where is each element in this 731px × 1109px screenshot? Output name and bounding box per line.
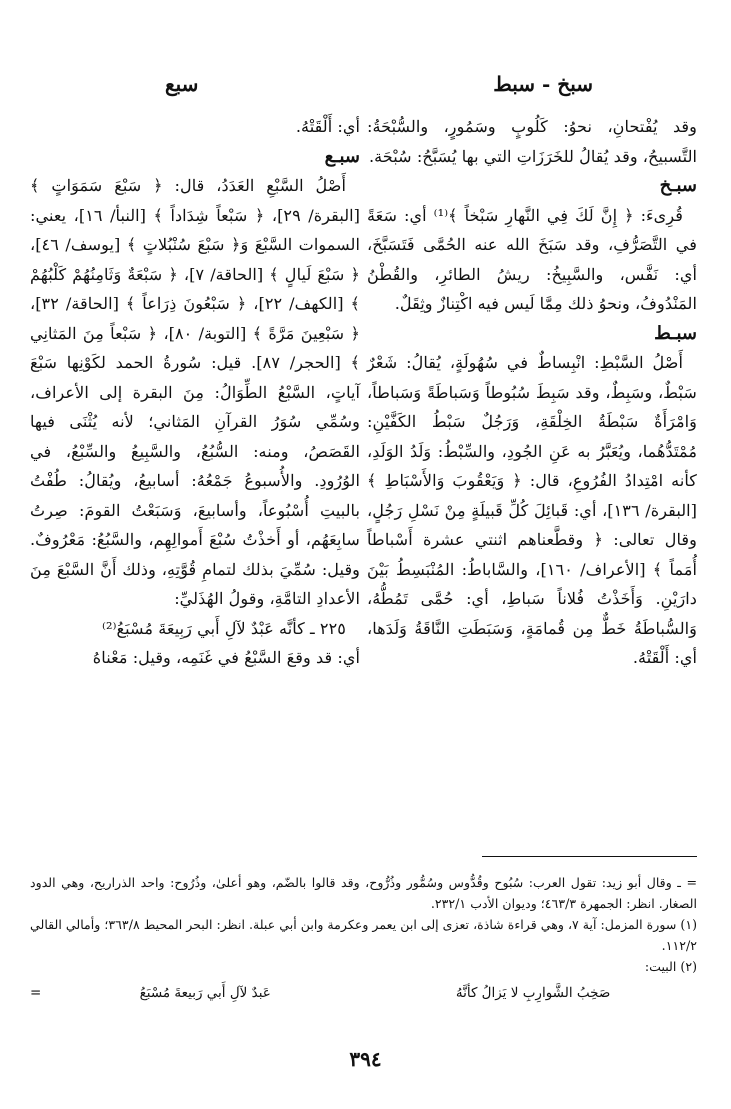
verse-hemistich-1: صَخِبُ الشَّوارِبِ لا يَزالُ كأنَّهُ — [455, 985, 611, 1001]
footnote-2: (٢) البيت: — [644, 959, 697, 974]
footnote-divider — [482, 856, 697, 857]
verse-citation: ٢٢٥ ـ كأنَّه عَبْدٌ لآلِ أَبي رَبِيعَةَ مُسْبَعُ⁽²⁾ — [102, 618, 346, 638]
headword-sabakha: سبـخ — [659, 175, 697, 196]
header-right: سبخ - سبط — [493, 72, 593, 96]
headword-sabaa: سبـع — [324, 145, 360, 167]
entry-text: قُرِىءَ: ﴿ إِنَّ لَكَ فِي النَّهارِ سَبْخاً ﴾⁽¹⁾ أي: سَعَةً في التَّصَرُّفِ، وقد سَبَخَ الله عنه الحُمَّى فَتَسَبَّخَ، أي: نَفَّس، والسَّبِيخُ: ريشُ الطائرِ، والقُطْنُ المَنْدُوفُ، ونحوُ ذلك مِمَّا لَيس فيه اكْتِنازٌ وثِقَلٌ. — [367, 205, 697, 313]
left-column — [30, 112, 360, 673]
footnotes — [30, 872, 697, 1004]
entry-text: أَصْلُ السَّبْطِ: انْبِساطٌ في سُهُولَةٍ، يُقالُ: شَعْرٌ سَبْطٌ، وسَبِطٌ، وقد سَبِطَ سُبُوطاً وَسَباطَةً وَسَباطاً، وَامْرَأَةٌ سَبْطَةُ الخِلْقَةِ، وَرَجُلٌ سَبْطُ الكَفَّيْنِ: مُمْتَدُّهُما، ويُعَبَّرُ به عَنِ الجُودِ، والسِّبْطُ: وَلَدُ الوَلَدِ، كأنه امْتِدادُ الفُرُوعِ، قال: ﴿ وَيَعْقُوبَ وَالأَسْبَاطِ ﴾ [البقرة/ ١٣٦]، أي: قَبائِلَ كُلِّ قَبيلَةٍ مِنْ نَسْلِ رَجُلٍ، وقال تعالى: ﴿ وقطَّعناهم اثنتي عشرة أَسْباطاً أُمَماً ﴾ [الأعراف/ ١٦٠]، والسَّاباطُ: المُنْبَسِطُ بَيْنَ دارَيْنِ. وَأَخَذْتُ فُلاناً سَباطِ، أي: حُمَّى تَمُطُّهُ، وَالسُّباطَةُ خَطٌّ مِن قُمامَةٍ، وَسَبَطَتِ النَّاقَةُ وَلَدَها، أي: أَلْقَتْهُ. — [367, 353, 697, 667]
footnote-continuation: = ـ وقال أبو زيد: تقول العرب: سُبُوح وقُدُّوس وسُمُّور وذُرُّوح، وقد قالوا بالضّم، وهو أعلىٰ، وذُرُوح: واحد الذراريح، وهي الدود الصغار. انظر: الجمهرة ٤٦٣/٣؛ وديوان الأدب ٢٣٢/١. — [30, 875, 697, 911]
page-number: ٣٩٤ — [349, 1047, 382, 1071]
poem-verse — [30, 983, 697, 1004]
footnote-1: (١) سورة المزمل: آية ٧، وهي قراءة شاذة، تعزى إلى ابن يعمر وعكرمة وابن أبي عبلة. انظر: البحر المحيط ٣٦٣/٨؛ وأمالي القالي ١١٢/٢. — [30, 917, 697, 953]
entry-text: أي: قد وقعَ السَّبْعُ في غَنَمِه، وقيل: مَعْناهُ — [92, 648, 360, 667]
entry-text: أَصْلُ السَّبْعِ العَدَدُ، قال: ﴿ سَبْعَ سَمَوَاتٍ ﴾ [البقرة/ ٢٩]، ﴿ سَبْعاً شِدَاداً ﴾ [النبأ/ ١٦]، يعني: السموات السَّبْعَ وَ﴿ سَبْعَ سُنْبُلاتٍ ﴾ [يوسف/ ٤٦]، ﴿ سَبْعَ لَيالٍ ﴾ [الحاقة/ ٧]، ﴿ سَبْعَةٌ وَثَامِنُهُمْ كَلْبُهُمْ ﴾ [الكهف/ ٢٢]، ﴿ سَبْعُونَ ذِرَاعاً ﴾ [الحاقة/ ٣٢]، ﴿ سَبْعِينَ مَرَّةً ﴾ [التوبة/ ٨٠]، ﴿ سَبْعاً مِنَ المَثانِي ﴾ [الحجر/ ٨٧]. قيل: سُورةُ الحمد لكَوْنِها سَبْعَ آياتٍ، السَّبْعُ الطِّوَالُ: مِنَ البقرة إلى الأعراف، وسُمِّي سُوَرُ القرآنِ المَثاني؛ لأنه يُثْنَى فيها القَصَصُ، ومنه: السُّبُعُ، والسَّبِيعُ والسِّبْعُ، في الوُرُودِ. والأُسبوعُ جَمْعُهُ: أسابيعُ، ويُقالُ: طُفْتُ بالبيتِ أُسْبُوعاً، وأسابيعَ، وَسَبَعْتُ القومَ: صِرتُ سابِعَهُم، أو أَخذْتُ سُبْعَ أَموالِهِم، والسَّبُعُ: مَعْرُوفٌ. وقيل: سُمِّيَ بذلك لتمامِ قُوَّتِهِ، وذلك أَنَّ السَّبْعَ مِنَ الأعدادِ التامَّةِ، وقولُ الهُذَليِّ: — [30, 176, 360, 608]
continuation-marker: = — [30, 985, 42, 1001]
headword-sabata: سبـط — [654, 322, 697, 344]
entry-text: وقد يُفْتحانِ، نحوُ: كَلُوبٍ وسَمُورٍ، والسُّبْحَةُ: التَّسبيحُ، وقد يُقالُ للخَرَزَاتِ التي بها يُسَبَّحُ: سُبْحَة. — [367, 117, 697, 166]
right-column — [367, 112, 697, 673]
entry-text: أي: أَلْقَتْهُ. — [295, 117, 360, 136]
header-left: سبع — [165, 72, 199, 96]
verse-hemistich-2: عَبدٌ لآلِ أَبي رَبيعةَ مُسْبَعُ — [139, 985, 271, 1001]
